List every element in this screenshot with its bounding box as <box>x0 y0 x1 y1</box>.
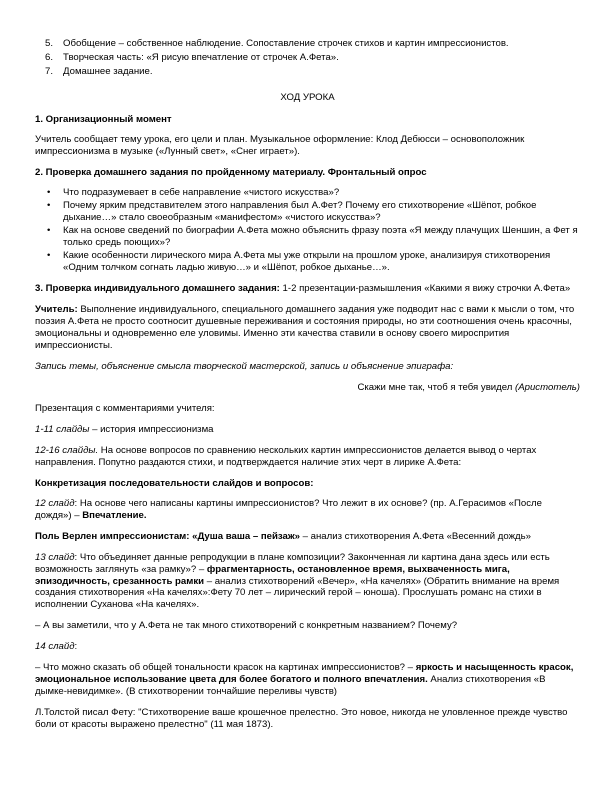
slide-text-2: – анализ стихотворений «Вечер», «На качелях» (Обратить внимание на время создания стихотворения «На качелях»:Фету 70 лет – лирический герой – юноша). Прослушать романс на стихи в исполнении Суханова «На качелях». <box>35 575 560 611</box>
epigraph <box>35 382 580 394</box>
slide-label: 14 слайд <box>35 641 75 653</box>
slides-12-16 <box>35 445 580 469</box>
section-3-heading-bold: 3. Проверка индивидуального домашнего задания: <box>35 282 280 294</box>
slide-12 <box>35 498 580 522</box>
verlaine-bold: Поль Верлен импрессионистам: «Душа ваша – пейзаж» <box>35 530 300 542</box>
slide-colon: : <box>74 641 78 653</box>
presentation-line: Презентация с комментариями учителя: <box>35 402 215 414</box>
top-numbered-list <box>35 38 580 78</box>
list-item <box>45 38 580 50</box>
slide-bold: фрагментарность, остановленное время, выхваченность мига, эпизодичность, срезанность рамки <box>35 563 510 587</box>
slide-label: 13 слайд <box>35 551 75 563</box>
teacher-label: Учитель: <box>35 303 78 315</box>
list-number: 7. <box>45 65 54 77</box>
slide-13 <box>35 552 580 612</box>
verlaine-text: – анализ стихотворения А.Фета «Весенний дождь» <box>300 530 531 542</box>
section-2-heading: 2. Проверка домашнего задания по пройденному материалу. Фронтальный опрос <box>35 166 427 178</box>
list-text: Обобщение – собственное наблюдение. Сопоставление строчек стихов и картин импрессионистов. <box>63 38 509 49</box>
slide-14-label <box>35 641 580 653</box>
teacher-paragraph <box>35 304 580 352</box>
slides-label: 12-16 слайды. <box>35 444 99 456</box>
slides-text: – история импрессионизма <box>89 423 214 435</box>
section-1-heading: 1. Организационный момент <box>35 113 172 125</box>
list-text: Домашнее задание. <box>63 65 153 77</box>
list-item <box>45 65 580 78</box>
record-note <box>35 361 580 373</box>
list-number: 6. <box>45 51 54 63</box>
record-text: Запись темы, объяснение смысла творческой мастерской, запись и объяснение эпиграфа: <box>35 360 454 372</box>
verlaine-line <box>35 531 580 543</box>
section-3-heading <box>35 283 580 295</box>
section-3-heading-rest: 1-2 презентации-размышления «Какими я вижу строчки А.Фета» <box>279 282 571 294</box>
slide-14 <box>35 662 580 698</box>
question-line: – А вы заметили, что у А.Фета не так много стихотворений с конкретным названием? Почему? <box>35 620 458 632</box>
slides-text: На основе вопросов по сравнению нескольких картин импрессионистов делается вывод о чертах направления. Попутно раздаются стихи, и подтверждается наличие этих черт в лирике А.Фета: <box>35 444 537 468</box>
question-list <box>35 187 580 274</box>
question-item: • Как на основе сведений по биографии А.Фета можно объяснить фразу поэта «Я между плачущих Шеншин, а Фет я только средь поющих»? <box>63 225 580 249</box>
tolstoy-quote: Л.Толстой писал Фету: "Стихотворение ваше крошечное прелестно. Это новое, никогда не уловленное прежде чувство боли от красоты выражено прелестно" (11 мая 1873). <box>35 707 568 731</box>
question-item: • Что подразумевает в себе направление «чистого искусства»? <box>63 187 580 199</box>
slide-text: : Что объединяет данные репродукции в плане композиции? Законченная ли картина дана здесь или есть возможность заглянуть «за рамку»? – <box>35 551 550 575</box>
list-text: Творческая часть: «Я рисую впечатление от строчек А.Фета». <box>63 51 339 63</box>
list-number: 5. <box>45 38 54 49</box>
document-page <box>35 38 580 740</box>
slide-text: : На основе чего написаны картины импрессионистов? Что лежит в их основе? (пр. А.Герасимов «После дождя») – <box>35 497 542 521</box>
slide-label: 12 слайд <box>35 497 75 509</box>
question-item: • Почему ярким представителем этого направления был А.Фет? Почему его стихотворение «Шёпот, робкое дыхание…» стало своеобразным «манифестом» «чистого искусства»? <box>63 200 580 224</box>
question-item: • Какие особенности лирического мира А.Фета мы уже открыли на прошлом уроке, анализируя стихотворения «Одним толчком согнать ладью живую…» и «Шёпот, робкое дыханье…». <box>63 250 580 274</box>
list-item <box>45 51 580 64</box>
slide-bold: яркость и насыщенность красок, эмоциональное использование цвета для более богатого и полного впечатления. <box>35 662 574 686</box>
slide-text-2: Анализ стихотворения «В дымке-невидимке». (В стихотворении тончайшие переливы чувств) <box>35 674 546 698</box>
slides-1-11 <box>35 424 580 436</box>
slides-label: 1-11 слайды <box>35 423 90 435</box>
slide-bold: Впечатление. <box>82 509 147 521</box>
section-1-text: Учитель сообщает тему урока, его цели и план. Музыкальное оформление: Клод Дебюсси – основоположник импрессионизма в музыке («Лунный свет», «Снег играет»). <box>35 133 525 157</box>
epigraph-text: Скажи мне так, чтоб я тебя увидел <box>357 381 516 393</box>
epigraph-author: (Аристотель) <box>515 381 580 393</box>
slide-text: – Что можно сказать об общей тональности красок на картинах импрессионистов? – <box>35 662 416 674</box>
concretization-heading: Конкретизация последовательности слайдов и вопросов: <box>35 477 314 489</box>
lesson-title: ХОД УРОКА <box>280 91 335 103</box>
teacher-text: Выполнение индивидуального, специального домашнего задания уже подводит нас с вами к мысли о том, что поэзия А.Фета не просто соотносит душевные переживания и состояния природы, но эти соотношения очень красочны, эмоциональны и одновременно еле уловимы. Именно эти качества ставили в основу своего мироспрития импрессионисты. <box>35 303 575 351</box>
